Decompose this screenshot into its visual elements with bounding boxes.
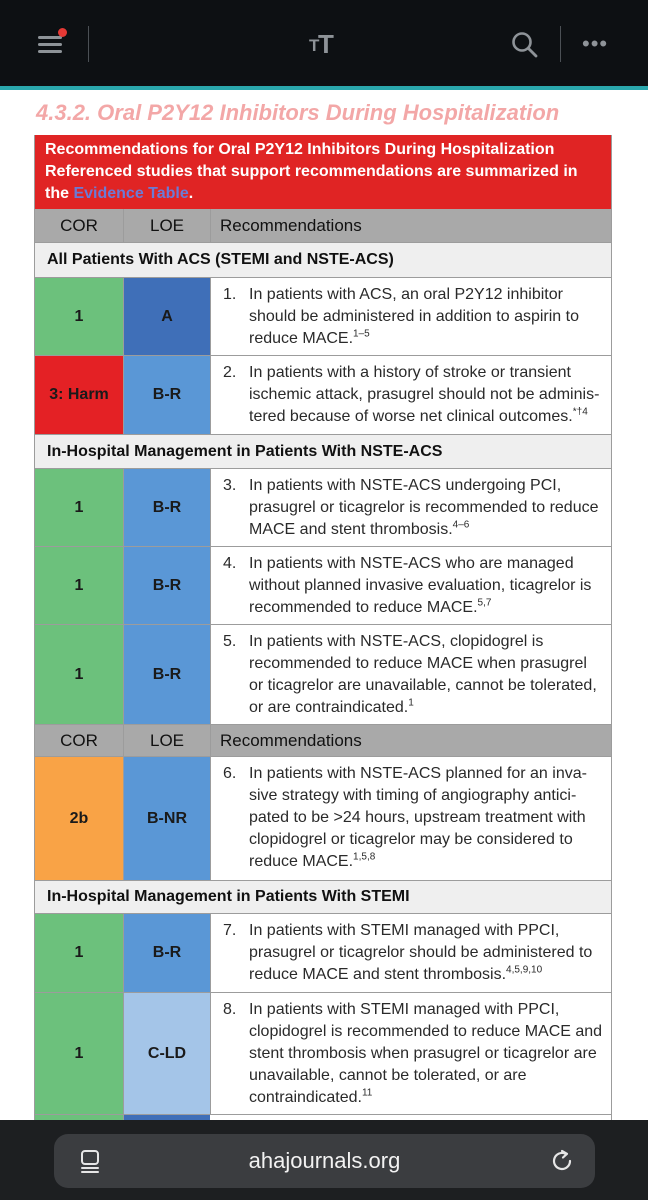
text-size-icon[interactable]: T T	[309, 29, 334, 59]
cor-badge: 3: Harm	[35, 356, 123, 434]
reload-icon[interactable]	[549, 1148, 575, 1174]
search-icon[interactable]	[510, 30, 540, 60]
section-row: In-Hospital Management in Patients With STEMI	[35, 881, 611, 914]
table-row	[35, 356, 611, 435]
more-options-icon[interactable]: •••	[582, 31, 609, 56]
column-header-row	[35, 209, 611, 243]
cor-badge: 1	[35, 625, 123, 724]
cor-badge: 1	[35, 278, 123, 355]
table-row	[35, 278, 611, 356]
table-row	[35, 993, 611, 1115]
table-row	[35, 757, 611, 881]
cor-badge: 1	[35, 993, 123, 1114]
hamburger-menu-icon[interactable]	[36, 30, 68, 58]
browser-bottom-bar	[0, 1120, 648, 1200]
loe-badge: B-R	[123, 625, 210, 724]
loe-badge: B-R	[123, 547, 210, 624]
table-row	[35, 625, 611, 725]
address-bar[interactable]	[54, 1134, 595, 1188]
reference-superscript[interactable]: 4–6	[452, 519, 470, 531]
table-row	[35, 469, 611, 547]
reference-superscript[interactable]: *†4	[572, 406, 588, 418]
reference-superscript[interactable]: 1	[408, 697, 414, 709]
loe-badge: B-NR	[123, 757, 210, 880]
recommendations-header: Recommendations	[210, 725, 611, 756]
cor-badge: 1	[35, 547, 123, 624]
section-title: 4.3.2. Oral P2Y12 Inhibitors During Hospitalization	[36, 100, 560, 125]
toolbar-divider	[560, 26, 561, 62]
recommendation-text: 1. In patients with ACS, an oral P2Y12 inhibitor should be administered in addition to aspirin to reduce MACE.$^{1-5}$	[210, 278, 611, 355]
cor-header: COR	[60, 215, 98, 235]
table-row	[35, 547, 611, 625]
reference-superscript[interactable]: 4,5,9,10	[506, 964, 543, 976]
loe-header: LOE	[123, 725, 210, 756]
recommendation-text: 5. In patients with NSTE-ACS, clopidogrel is recommended to reduce MACE when prasugrel or ticagrelor are unavailable, cannot be tolerated, or are contraindicated.$^1$	[210, 625, 611, 724]
header-line: Referenced studies that support recommendations are summarized in	[45, 163, 578, 180]
notification-dot	[58, 28, 67, 37]
recommendations-table	[34, 135, 612, 1135]
recommendation-text: 3. In patients with NSTE-ACS undergoing PCI, prasugrel or ticagrelor is recommended to reduce MACE and stent thrombosis.$^{4-6}$	[210, 469, 611, 546]
cor-badge: 1	[35, 914, 123, 992]
section-row: In-Hospital Management in Patients With NSTE-ACS	[35, 435, 611, 469]
loe-badge: B-R	[123, 914, 210, 992]
recommendation-text: 2. In patients with a history of stroke or transient ischemic attack, prasugrel should not be adminis-tered because of worse net clinical outcomes.$^{*\dagger 4}$	[210, 356, 611, 434]
reference-superscript[interactable]: 1,5,8	[353, 851, 376, 863]
recommendation-text: 4. In patients with NSTE-ACS who are managed without planned invasive evaluation, ticagrelor is recommended to reduce MACE.$^{5,7}$	[210, 547, 611, 624]
cor-badge: 1	[35, 469, 123, 546]
recommendation-text: 7. In patients with STEMI managed with PPCI, prasugrel or ticagrelor should be administered to reduce MACE and stent thrombosis.$^{4,5,9,10}$	[210, 914, 611, 992]
loe-badge: B-R	[123, 469, 210, 546]
evidence-table-link[interactable]: Evidence Table	[73, 185, 189, 202]
loe-badge: B-R	[123, 356, 210, 434]
url-text: ahajournals.org	[248, 1148, 401, 1173]
cor-badge: 2b	[35, 757, 123, 880]
loe-badge: A	[123, 278, 210, 355]
reference-superscript[interactable]: 5,7	[477, 597, 492, 609]
table-header-banner	[35, 135, 611, 209]
recommendation-text: 6. In patients with NSTE-ACS planned for an inva-sive strategy with timing of angiography antici-pated to be >24 hours, upstream treatment with clopidogrel or ticagrelor may be considered to reduce MACE.$^{1,5,8}$	[210, 757, 611, 880]
toolbar-divider	[88, 26, 89, 62]
header-line: Recommendations for Oral P2Y12 Inhibitors During Hospitalization	[45, 141, 555, 158]
cor-header: COR	[60, 730, 98, 750]
loe-badge: C-LD	[123, 993, 210, 1114]
column-header-row	[35, 725, 611, 757]
reference-superscript[interactable]: 1–5	[353, 328, 370, 340]
top-app-bar	[0, 0, 648, 88]
section-row: All Patients With ACS (STEMI and NSTE-ACS)	[35, 243, 611, 278]
table-row	[35, 914, 611, 993]
reference-superscript[interactable]: 11	[361, 1087, 373, 1099]
recommendation-text: 8. In patients with STEMI managed with PPCI, clopidogrel is recommended to reduce MACE and stent thrombosis when prasugrel or ticagrelor are unavailable, cannot be tolerated, or are contraindicated.$^{11}$	[210, 993, 611, 1114]
recommendations-header: Recommendations	[210, 209, 611, 242]
loe-header: LOE	[123, 209, 210, 242]
header-line: the Evidence Table.	[45, 185, 194, 202]
accent-line	[0, 86, 648, 90]
